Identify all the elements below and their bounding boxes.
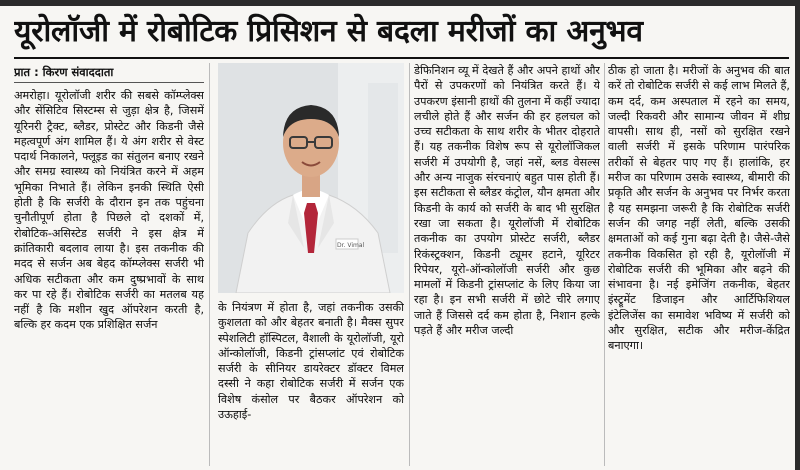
portrait-photo-icon	[218, 63, 404, 293]
column-divider	[409, 63, 410, 466]
byline-rule	[14, 82, 204, 83]
doctor-portrait-photo	[218, 63, 404, 293]
article-column-2: के नियंत्रण में होता है, जहां तकनीक उसकी कुशलता को और बेहतर बनाती है। मैक्स सुपर स्पेशलिटी हॉस्पिटल, वैशाली के यूरोलॉजी, यूरो ऑन्कोलॉजी, किडनी ट्रांसप्लांट एवं रोबोटिक सर्जरी के सीनियर डायरेक्टर डॉक्टर विमल दस्सी ने कहा रोबोटिक सर्जरी में सर्जन एक विशेष कंसोल पर बैठकर ऑपरेशन को उऊहाई-	[218, 301, 404, 422]
headline-rule	[14, 57, 789, 59]
article-headline: यूरोलॉजी में रोबोटिक प्रिसिशन से बदला मरीजों का अनुभव	[14, 14, 643, 49]
right-border	[795, 0, 800, 470]
coat-badge-text: Dr. Vimal	[337, 242, 365, 249]
article-column-1: अमरोहा। यूरोलॉजी शरीर की सबसे कॉम्प्लेक्स और सेंसिटिव सिस्टम्स से जुड़ा क्षेत्र है, जिसमें यूरिनरी ट्रैक्ट, ब्लैडर, प्रोस्टेट और किडनी जैसे महत्वपूर्ण अंग शामिल हैं। ये अंग शरीर से वेस्ट पदार्थ निकालने, फ्लूइड का संतुलन बनाए रखने और समग्र स्वास्थ्य को नियंत्रित करने में अहम भूमिका निभाते हैं। लेकिन इनकी स्थिति ऐसी होती है कि सर्जरी के दौरान इन तक पहुंचना चुनौतीपूर्ण होता है पिछले दो दशकों में, रोबोटिक-असिस्टेड सर्जरी ने इस क्षेत्र में क्रांतिकारी बदलाव लाया है। इस तकनीक की मदद से सर्जन अब बेहद कॉम्प्लेक्स सर्जरी भी अधिक सटीकता और कम दुष्प्रभावों के साथ कर पा रहे हैं। रोबोटिक सर्जरी का मतलब यह नहीं है कि मशीन खुद ऑपरेशन करती है, बल्कि हर कदम एक प्रशिक्षित सर्जन	[14, 89, 204, 332]
column-divider	[604, 63, 605, 466]
article-column-4: ठीक हो जाता है। मरीजों के अनुभव की बात करें तो रोबोटिक सर्जरी से कई लाभ मिलते हैं, कम दर्द, कम अस्पताल में रहने का समय, जल्दी रिकवरी और सामान्य जीवन में शीघ्र वापसी। साथ ही, नसों को सुरक्षित रखने वाली सर्जरी में इसके परिणाम पारंपरिक तरीकों से बेहतर पाए गए हैं। हालांकि, हर मरीज का परिणाम उसके स्वास्थ्य, बीमारी की प्रकृति और सर्जन के अनुभव पर निर्भर करता है यह समझना जरूरी है कि रोबोटिक सर्जरी सर्जन की जगह नहीं लेती, बल्कि उसकी क्षमताओं को कई गुना बढ़ा देती है। जैसे-जैसे तकनीक विकसित हो रही है, यूरोलॉजी में रोबोटिक सर्जरी की भूमिका और बढ़ने की संभावना है। नई इमेजिंग तकनीक, बेहतर इंस्ट्रूमेंट डिजाइन और आर्टिफिशियल इंटेलिजेंस का समावेश भविष्य में सर्जरी को और सुरक्षित, सटीक और मरीज-केंद्रित बनाएगा।	[608, 64, 790, 353]
article-byline: प्रात : किरण संवाददाता	[14, 65, 114, 79]
article-column-3: डेफिनिशन व्यू में देखते हैं और अपने हाथों और पैरों से उपकरणों को नियंत्रित करते हैं। ये उपकरण इंसानी हाथों की तुलना में कहीं ज्यादा लचीले होते हैं और सर्जन की हर हलचल को उच्च सटीकता के साथ शरीर के भीतर दोहराते हैं। यह तकनीक विशेष रूप से यूरोलॉजिकल सर्जरी में उपयोगी है, जहां नसें, ब्लड वेसल्स और अन्य नाजुक संरचनाएं बहुत पास होती हैं। इस सटीकता से ब्लैडर कंट्रोल, यौन क्षमता और किडनी के कार्य को सर्जरी के बाद भी सुरक्षित रखा जा सकता है। यूरोलॉजी में रोबोटिक तकनीक का उपयोग प्रोस्टेट सर्जरी, ब्लैडर रिकंस्ट्रक्शन, किडनी ट्यूमर हटाने, यूरिटर रिपेयर, यूरो-ऑन्कोलॉजी सर्जरी और कुछ मामलों में किडनी ट्रांसप्लांट के लिए किया जा रहा है। इन सभी सर्जरी में छोटे चीरे लगाए जाते हैं जिससे दर्द कम होता है, निशान हल्के पड़ते हैं और मरीज जल्दी	[414, 64, 600, 338]
column-divider	[209, 63, 210, 466]
top-border	[0, 0, 800, 6]
